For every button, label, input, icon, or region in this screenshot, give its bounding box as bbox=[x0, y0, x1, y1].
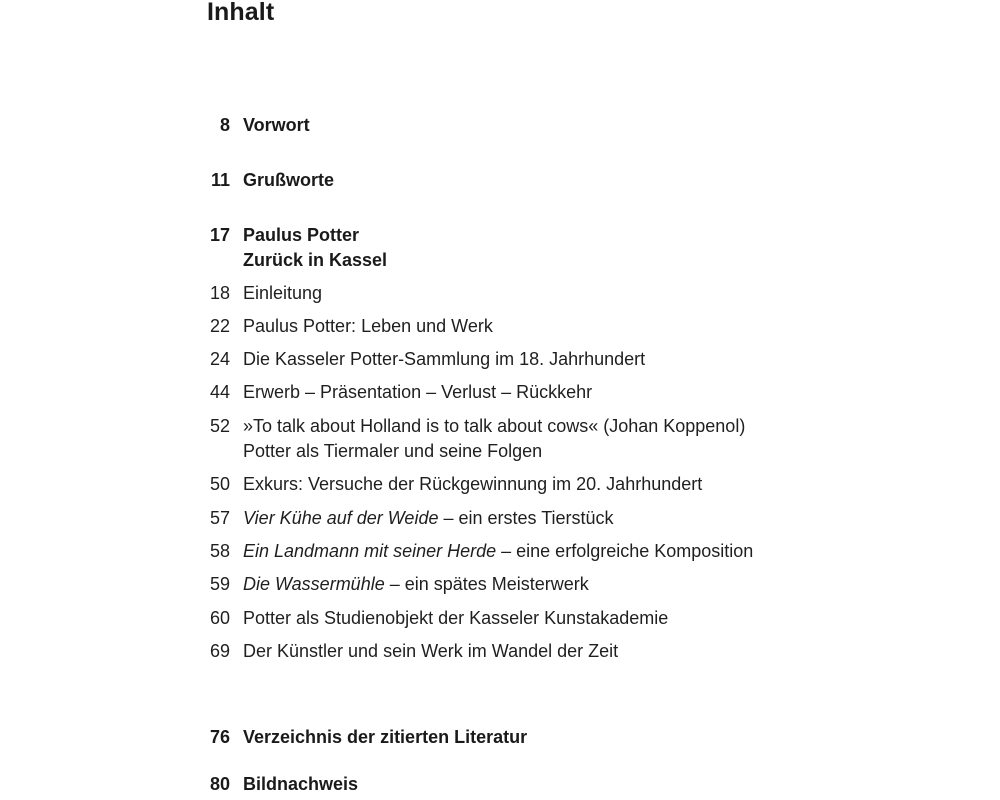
toc-page-number: 57 bbox=[209, 508, 230, 528]
toc-entry-kasseler-sammlung bbox=[207, 347, 645, 372]
toc-page-number: 11 bbox=[210, 170, 230, 190]
toc-entry-title: Grußworte bbox=[243, 170, 335, 190]
toc-page-number: 22 bbox=[209, 316, 230, 336]
toc-entry-literatur bbox=[207, 725, 527, 750]
toc-page-number: 69 bbox=[209, 641, 230, 661]
toc-page-number: 50 bbox=[209, 474, 230, 494]
toc-entry-title: »To talk about Holland is to talk about cows« (Johan Koppenol) bbox=[243, 416, 746, 436]
toc-page-number: 60 bbox=[209, 608, 230, 628]
toc-entry-title: Verzeichnis der zitierten Literatur bbox=[243, 727, 528, 747]
toc-entry-erwerb bbox=[207, 380, 592, 405]
toc-page-number: 8 bbox=[219, 115, 230, 135]
toc-page-number: 76 bbox=[209, 727, 230, 747]
toc-page-number: 17 bbox=[209, 225, 230, 245]
toc-entry-leben-und-werk bbox=[207, 314, 493, 339]
toc-entry-title bbox=[243, 506, 614, 531]
toc-entry-title: Bildnachweis bbox=[243, 774, 359, 794]
toc-entry-title bbox=[243, 572, 589, 597]
toc-entry-description: – ein spätes Meisterwerk bbox=[384, 574, 589, 594]
page-title: Inhalt bbox=[207, 0, 275, 26]
toc-page-number: 18 bbox=[209, 283, 230, 303]
toc-page-number: 58 bbox=[209, 541, 230, 561]
toc-entry-landmann bbox=[207, 539, 753, 564]
artwork-title: Die Wassermühle bbox=[243, 574, 385, 594]
toc-entry-paulus-potter bbox=[207, 223, 387, 273]
toc-page-number: 80 bbox=[209, 774, 230, 794]
toc-entry-title: Potter als Studienobjekt der Kasseler Kunstakademie bbox=[243, 608, 669, 628]
toc-entry-subtitle: Potter als Tiermaler und seine Folgen bbox=[243, 441, 543, 461]
toc-entry-title: Paulus Potter: Leben und Werk bbox=[243, 316, 493, 336]
artwork-title: Vier Kühe auf der Weide bbox=[243, 508, 439, 528]
toc-page-number: 44 bbox=[209, 382, 230, 402]
toc-entry-vorwort bbox=[207, 113, 310, 138]
toc-entry-holland-cows bbox=[207, 414, 745, 464]
toc-entry-vier-kuehe bbox=[207, 506, 614, 531]
toc-entry-einleitung bbox=[207, 281, 322, 306]
toc-entry-description: – eine erfolgreiche Komposition bbox=[496, 541, 754, 561]
toc-entry-exkurs bbox=[207, 472, 702, 497]
artwork-title: Ein Landmann mit seiner Herde bbox=[243, 541, 497, 561]
toc-entry-title: Vorwort bbox=[243, 115, 310, 135]
toc-entry-title: Paulus Potter bbox=[243, 225, 360, 245]
toc-entry-title: Die Kasseler Potter-Sammlung im 18. Jahrhundert bbox=[243, 349, 646, 369]
toc-page-number: 24 bbox=[209, 349, 230, 369]
toc-entry-title: Erwerb – Präsentation – Verlust – Rückkehr bbox=[243, 382, 593, 402]
toc-entry-title: Der Künstler und sein Werk im Wandel der Zeit bbox=[243, 641, 619, 661]
toc-entry-title: Einleitung bbox=[243, 283, 323, 303]
toc-entry-title: Exkurs: Versuche der Rückgewinnung im 20. Jahrhundert bbox=[243, 474, 703, 494]
toc-entry-title bbox=[243, 539, 753, 564]
toc-entry-subtitle: Zurück in Kassel bbox=[243, 250, 388, 270]
toc-page-number: 59 bbox=[209, 574, 230, 594]
toc-entry-grussworte bbox=[207, 168, 334, 193]
toc-page-number: 52 bbox=[209, 416, 230, 436]
toc-entry-wassermuehle bbox=[207, 572, 589, 597]
toc-entry-studienobjekt bbox=[207, 606, 668, 631]
toc-entry-wandel-der-zeit bbox=[207, 639, 618, 664]
toc-entry-bildnachweis bbox=[207, 772, 358, 797]
toc-entry-description: – ein erstes Tierstück bbox=[438, 508, 614, 528]
